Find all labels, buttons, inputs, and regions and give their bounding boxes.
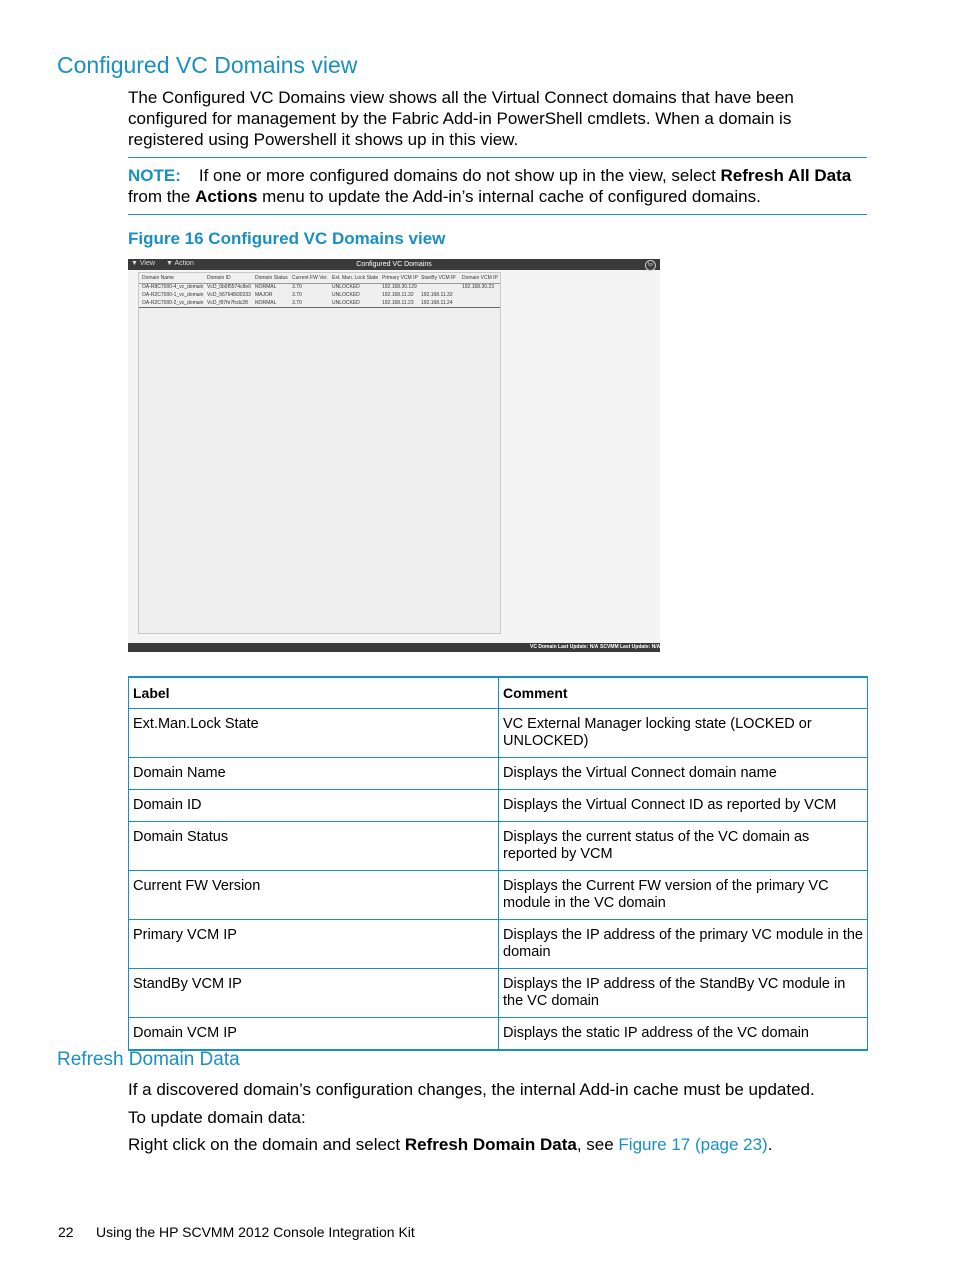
grid-cell: VcD_567648i30233 [207,292,251,298]
table-row: Domain ID Displays the Virtual Connect ID as reported by VCM [129,790,868,822]
grid-cell: UNLOCKED [332,300,360,306]
status-bar [128,643,660,652]
refresh-section-title: Refresh Domain Data [57,1049,240,1070]
grid-cell: OA-R8C7000-4_vc_domain [142,284,204,290]
grid-column-header[interactable]: Domain ID [207,275,231,281]
grid-column-header[interactable]: Domain Status [255,275,288,281]
grid-cell: 3.70 [292,284,302,290]
grid-cell: MAJOR [255,292,273,298]
grid-cell: OA-R2C7000-2_vc_domain [142,300,204,306]
grid-column-header[interactable]: Current FW Ver. [292,275,328,281]
table-row: Primary VCM IP Displays the IP address of the primary VC module in the domain [129,920,868,969]
grid-cell: 192.168.11.32 [421,292,453,298]
figure-17-link[interactable]: Figure 17 (page 23) [618,1135,768,1154]
domains-grid[interactable] [138,272,501,634]
grid-cell: 3.70 [292,292,302,298]
refresh-paragraph-1: If a discovered domain’s configuration changes, the internal Add-in cache must be updated. [128,1080,815,1099]
grid-row[interactable] [139,292,500,299]
grid-cell: UNLOCKED [332,284,360,290]
screenshot-figure [128,259,660,652]
grid-column-header[interactable]: Domain Name [142,275,174,281]
grid-column-header[interactable]: Ext. Man. Lock State [332,275,379,281]
fields-table [128,676,868,1051]
grid-cell: NORMAL [255,284,277,290]
table-row: Domain Status Displays the current status of the VC domain as reported by VCM [129,822,868,871]
grid-cell: 192.168.11.23 [382,300,414,306]
vc-last-update: VC Domain Last Update: N/A [530,644,599,650]
label-header: Label [129,677,499,709]
table-row: StandBy VCM IP Displays the IP address of the StandBy VC module in the VC domain [129,969,868,1018]
section-title: Configured VC Domains view [57,52,358,78]
grid-row[interactable] [139,284,500,291]
grid-cell: 3.70 [292,300,302,306]
grid-cell: 192.168.30.23 [462,284,494,290]
table-row: Ext.Man.Lock State VC External Manager locking state (LOCKED or UNLOCKED) [129,709,868,758]
window-title: Configured VC Domains [356,260,432,268]
grid-cell: VcD_f97fe7fcdc28 [207,300,248,306]
grid-cell: 192.168.11.24 [421,300,453,306]
note-box [128,157,867,215]
table-row: Domain VCM IP Displays the static IP address of the VC domain [129,1018,868,1051]
refresh-all-data-term: Refresh All Data [720,166,852,185]
footer-title: Using the HP SCVMM 2012 Console Integration Kit [96,1224,415,1240]
grid-cell: OA-R2C7000-1_vc_domain [142,292,204,298]
refresh-paragraph-2: To update domain data: [128,1108,306,1127]
grid-cell: 192.168.30.129 [382,284,417,290]
refresh-domain-data-term: Refresh Domain Data [404,1135,577,1154]
refresh-paragraph-3: Right click on the domain and select Refresh Domain Data, see Figure 17 (page 23). [128,1135,773,1154]
note-text: NOTE: If one or more configured domains do not show up in the view, select Refresh All Data from the Actions menu to update the Add-in’s internal cache of configured domains. [128,166,852,206]
hp-logo-icon: hp [645,260,656,271]
intro-paragraph: The Configured VC Domains view shows all the Virtual Connect domains that have been configured for management by the Fabric Add-in PowerShell cmdlets. When a domain is registered using Powershell it shows up in this view. [128,88,794,149]
page-footer [58,1224,415,1240]
grid-row[interactable] [139,300,500,308]
grid-cell: 192.168.11.32 [382,292,414,298]
grid-cell: UNLOCKED [332,292,360,298]
screenshot-title-bar [128,259,660,270]
grid-header [139,273,500,284]
actions-term: Actions [195,187,258,206]
grid-cell: NORMAL [255,300,277,306]
table-header [129,677,868,709]
note-label: NOTE: [128,166,181,185]
page-number: 22 [58,1224,74,1240]
grid-column-header[interactable]: StanBy VCM IP [421,275,456,281]
figure-caption: Figure 16 Configured VC Domains view [128,229,446,248]
grid-column-header[interactable]: Primary VCM IP [382,275,418,281]
scvmm-last-update: SCVMM Last Update: N/A [600,644,661,650]
table-row: Current FW Version Displays the Current FW version of the primary VC module in the VC domain [129,871,868,920]
grid-column-header[interactable]: Domain VCM IP [462,275,498,281]
grid-cell: VcD_0b6f5574c8e0 [207,284,251,290]
view-menu[interactable]: ▼ View [131,260,155,267]
action-menu[interactable]: ▼ Action [166,260,194,267]
comment-header: Comment [499,677,868,709]
table-row: Domain Name Displays the Virtual Connect domain name [129,758,868,790]
